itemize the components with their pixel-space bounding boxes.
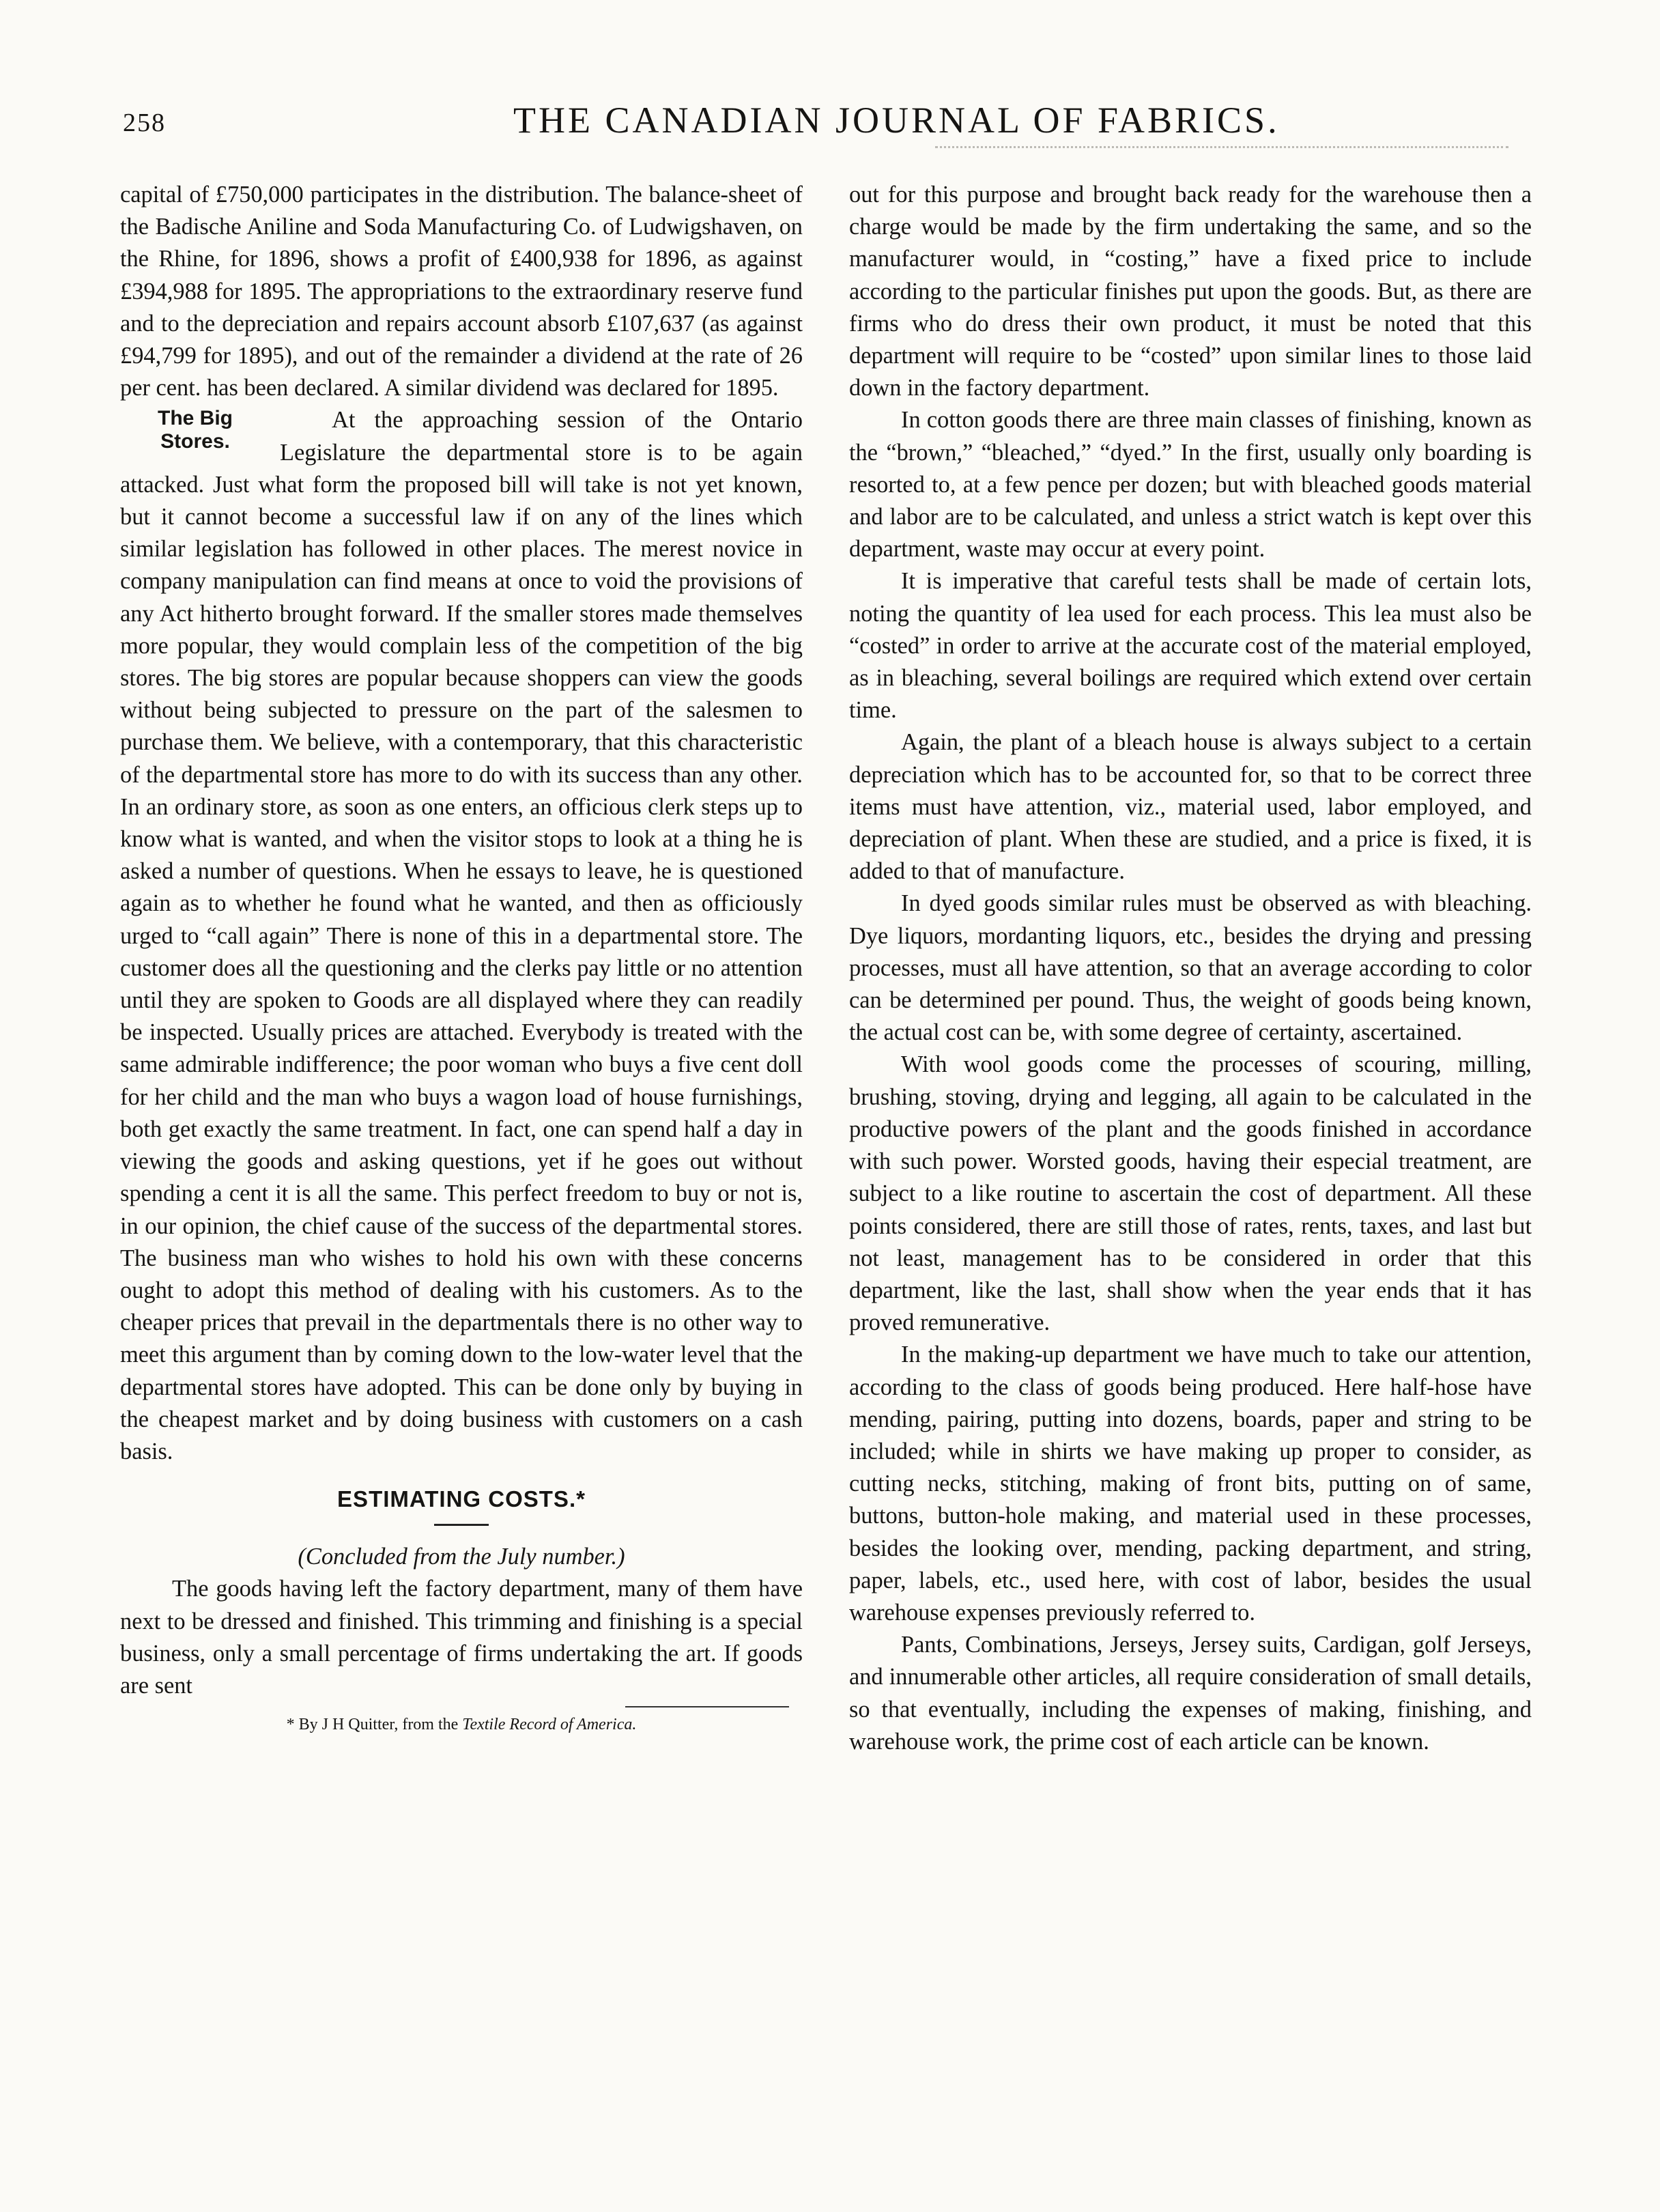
footnote	[120, 1713, 803, 1736]
paragraph-estimating: The goods having left the factory department, many of them have next to be dressed and finished. This trimming and finishing is a special business, only a small percentage of firms undertaking the art. If goods are sent	[120, 1576, 803, 1699]
paragraph-making-up: In the making-up department we have much to take our attention, according to the class of goods being produced. Here half-hose have mending, pairing, putting into dozens, boards, paper and string to be included; while in shirts we have making up proper to consider, as cutting necks, stitching, making of front bits, putting on of same, buttons, button-hole making, and material used in these processes, besides the looking over, mending, packing department, and string, paper, labels, etc., used here, with cost of labor, besides the usual warehouse expenses previously referred to.	[849, 1342, 1532, 1626]
paragraph-bleach-plant: Again, the plant of a bleach house is always subject to a certain depreciation which has to be accounted for, so that to be correct three items must have attention, viz., material used, labor employed, and depreciation of plant. When these are studied, and a price is fixed, it is added to that of manufacture.	[849, 729, 1532, 885]
paragraph-dyed-goods: In dyed goods similar rules must be observed as with bleaching. Dye liquors, mordanting liquors, etc., besides the drying and pressing processes, must all have attention, so that an average according to color can be determined per pound. Thus, the weight of goods being known, the actual cost can be, with some degree of certainty, ascertained.	[849, 890, 1532, 1046]
running-head: THE CANADIAN JOURNAL OF FABRICS.	[513, 100, 1280, 141]
section-title: ESTIMATING COSTS.*	[337, 1486, 586, 1512]
side-heading-line: Stores.	[160, 430, 230, 453]
paragraph-cotton: In cotton goods there are three main classes of finishing, known as the “brown,” “bleached,” “dyed.” In the first, usually only boarding is resorted to, at a few pence per dozen; but with bleached goods material and labor are to be calculated, and unless a strict watch is kept over this department, waste may occur at every point.	[849, 407, 1532, 563]
footnote-source: Textile Record of America.	[462, 1716, 637, 1734]
left-column	[120, 179, 803, 1736]
footnote-rule	[625, 1706, 789, 1707]
header-rule	[935, 146, 1508, 148]
title-dash	[434, 1524, 489, 1526]
paragraph-dividend: capital of £750,000 participates in the distribution. The balance-sheet of the Badische Aniline and Soda Manufacturing Co. of Ludwigshaven, on the Rhine, for 1896, shows a profit of £400,938 for 1896, as against £394,988 for 1895. The appropriations to the extraordinary reserve fund and to the depreciation and repairs account absorb £107,637 (as against £94,799 for 1895), and out of the remainder a dividend at the rate of 26 per cent. has been declared. A similar dividend was declared for 1895.	[120, 182, 803, 401]
page-number: 258	[123, 109, 166, 137]
right-column	[849, 179, 1532, 1758]
paragraph-pants: Pants, Combinations, Jerseys, Jersey suits, Cardigan, golf Jerseys, and innumerable other articles, all require consideration of small details, so that eventually, including the expenses of making, finishing, and warehouse work, the prime cost of each article can be known.	[849, 1632, 1532, 1755]
side-heading-line: The Big	[158, 407, 233, 430]
paragraph-tests: It is imperative that careful tests shall be made of certain lots, noting the quantity of lea used for each process. This lea must also be “costed” in order to arrive at the accurate cost of the material employed, as in bleaching, several boilings are required which extend over certain time.	[849, 568, 1532, 724]
footnote-author: * By J H Quitter, from the	[286, 1716, 463, 1734]
paragraph-big-stores: At the approaching session of the Ontario Legislature the departmental store is to be again attacked. Just what form the proposed bill will take is not yet known, but it cannot become a successful law if on any of the lines which similar legislation has followed in other places. The merest novice in company manipulation can find means at once to void the provisions of any Act hitherto brought forward. If the smaller stores made themselves more popular, they would complain less of the competition of the big stores. The big stores are popular because shoppers can view the goods without being subjected to pressure on the part of the salesmen to purchase them. We believe, with a contemporary, that this characteristic of the departmental store has more to do with its success than any other. In an ordinary store, as soon as one enters, an officious clerk steps up to know what is wanted, and when the visitor stops to look at a thing he is asked a number of questions. When he essays to leave, he is questioned again as to whether he found what he wanted, and then as officiously urged to “call again” There is none of this in a departmental store. The customer does all the questioning and the clerks pay little or no attention until they are spoken to Goods are all displayed where they can readily be inspected. Usually prices are attached. Everybody is treated with the same admirable indifference; the poor woman who buys a five cent doll for her child and the man who buys a wagon load of house furnishings, both get exactly the same treatment. In fact, one can spend half a day in viewing the goods and asking questions, yet if he goes out without spending a cent it is all the same. This perfect freedom to buy or not is, in our opinion, the chief cause of the success of the departmental stores. The business man who wishes to hold his own with these concerns ought to adopt this method of dealing with his customers. As to the cheaper prices that prevail in the departmentals there is no other way to meet this argument than by coming down to the low-water level that the departmental stores have adopted. This can be done only by buying in the cheapest market and by doing business with customers on a cash basis.	[120, 407, 803, 1464]
side-heading-big-stores	[120, 407, 270, 453]
section-subtitle: (Concluded from the July number.)	[298, 1544, 625, 1570]
paragraph-wool-goods: With wool goods come the processes of scouring, milling, brushing, stoving, drying and legging, all again to be calculated in the productive powers of the plant and the goods finished in accordance with such power. Worsted goods, having their especial treatment, are subject to a like routine to ascertain the cost of department. All these points considered, there are still those of rates, rents, taxes, and last but not least, management has to be considered in order that this department, like the last, shall show when the year ends that it has proved remunerative.	[849, 1051, 1532, 1336]
paragraph-warehouse: out for this purpose and brought back ready for the warehouse then a charge would be made by the firm undertaking the same, and so the manufacturer would, in “costing,” have a fixed price to include according to the particular finishes put upon the goods. But, as there are firms who do dress their own product, it must be noted that this department will require to be “costed” upon similar lines to those laid down in the factory department.	[849, 182, 1532, 401]
